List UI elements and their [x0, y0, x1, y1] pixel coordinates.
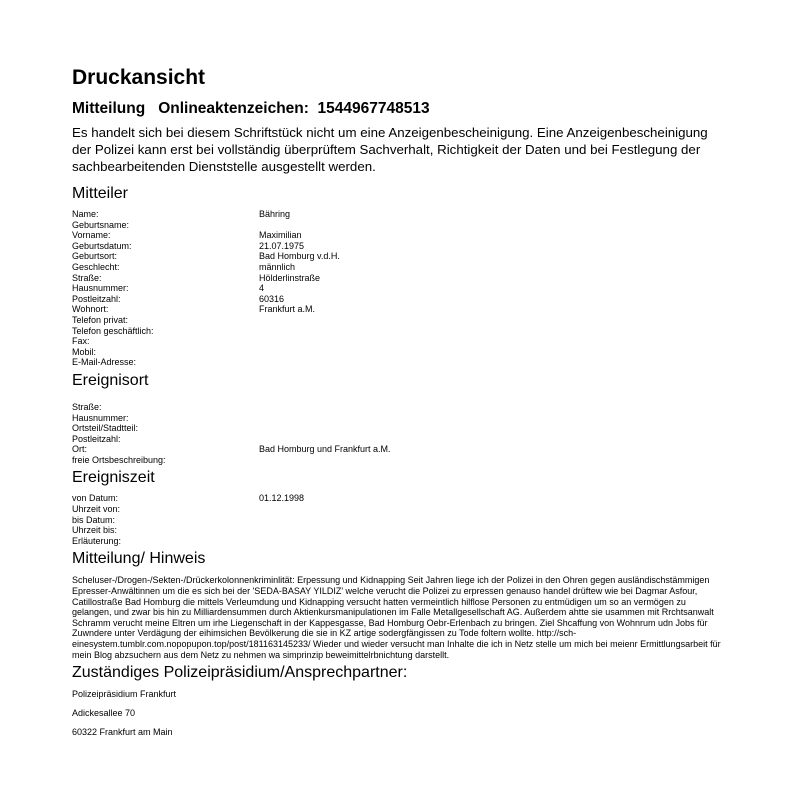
- field-row: [72, 402, 722, 413]
- field-row: [72, 230, 722, 241]
- field-row: [72, 413, 722, 424]
- field-row: [72, 336, 722, 347]
- ereigniszeit-fields: [72, 493, 722, 546]
- subheading: [72, 99, 722, 119]
- intro-text: Es handelt sich bei diesem Schriftstück nicht um eine Anzeigenbescheinigung. Eine Anzeigenbescheinigung der Polizei kann erst bei vollständig überprüftem Sachverhalt, Richtigkeit der Daten und bei Festlegung der sachbearbeitenden Dienststelle ausgestellt werden.: [72, 125, 708, 174]
- section-heading-hinweis: Mitteilung/ Hinweis: [72, 550, 206, 568]
- ereignisort-fields: [72, 402, 722, 466]
- field-value: [259, 504, 722, 515]
- aktenzeichen-value: 1544967748513: [317, 100, 430, 117]
- field-label: freie Ortsbeschreibung:: [72, 454, 166, 465]
- field-row: [72, 455, 722, 466]
- field-row: [72, 273, 722, 284]
- field-value: [259, 326, 722, 337]
- field-value: [259, 434, 722, 445]
- field-value: 21.07.1975: [259, 240, 305, 251]
- field-value: [259, 515, 722, 526]
- mitteiler-fields: [72, 209, 722, 368]
- field-value: [259, 536, 722, 547]
- field-value: männlich: [259, 261, 296, 272]
- contact-block: [72, 689, 722, 737]
- field-label: Vorname:: [72, 230, 111, 241]
- field-label: Mobil:: [72, 346, 97, 357]
- field-value: [259, 423, 722, 434]
- field-value: 60316: [259, 293, 285, 304]
- field-value: [259, 220, 722, 231]
- field-label: bis Datum:: [72, 514, 116, 525]
- field-value: [259, 336, 722, 347]
- field-row: [72, 493, 722, 504]
- field-value: [259, 357, 722, 368]
- field-value: [259, 347, 722, 358]
- field-label: E-Mail-Adresse:: [72, 357, 137, 368]
- page-title: Druckansicht: [72, 66, 206, 89]
- field-value: [259, 413, 722, 424]
- field-row: [72, 315, 722, 326]
- field-label: Postleitzahl:: [72, 293, 121, 304]
- field-label: Uhrzeit von:: [72, 504, 121, 515]
- subheading-label: Mitteilung: [72, 100, 146, 117]
- field-label: Ort:: [72, 444, 87, 455]
- field-value: Bad Homburg v.d.H.: [259, 251, 340, 262]
- field-row: [72, 504, 722, 515]
- field-row: [72, 357, 722, 368]
- print-page: [72, 64, 722, 746]
- field-row: [72, 209, 722, 220]
- field-value: [259, 455, 722, 466]
- field-row: [72, 423, 722, 434]
- field-label: Geschlecht:: [72, 261, 120, 272]
- field-row: [72, 444, 722, 455]
- field-row: [72, 262, 722, 273]
- field-value: Bad Homburg und Frankfurt a.M.: [259, 444, 391, 455]
- section-heading-mitteiler: Mitteiler: [72, 185, 129, 202]
- field-value: [259, 315, 722, 326]
- field-label: Wohnort:: [72, 304, 109, 315]
- field-row: [72, 434, 722, 445]
- field-row: [72, 536, 722, 547]
- field-value: Bähring: [259, 209, 291, 219]
- field-label: Fax:: [72, 336, 90, 347]
- field-value: [259, 402, 722, 413]
- field-row: [72, 525, 722, 536]
- field-label: Geburtsname:: [72, 219, 130, 230]
- section-heading-zustaendig: Zuständiges Polizeipräsidium/Ansprechpartner:: [72, 664, 408, 682]
- field-label: Telefon geschäftlich:: [72, 325, 154, 336]
- field-row: [72, 515, 722, 526]
- field-value: [259, 525, 722, 536]
- field-value: Maximilian: [259, 230, 302, 241]
- field-row: [72, 347, 722, 358]
- field-row: [72, 241, 722, 252]
- section-heading-ereignisort: Ereignisort: [72, 371, 149, 389]
- aktenzeichen-label: Onlineaktenzeichen:: [158, 100, 309, 117]
- field-label: Postleitzahl:: [72, 433, 121, 444]
- field-row: [72, 326, 722, 337]
- section-heading-ereigniszeit: Ereigniszeit: [72, 469, 155, 487]
- field-row: [72, 294, 722, 305]
- field-value: Hölderlinstraße: [259, 272, 321, 283]
- field-row: [72, 220, 722, 231]
- field-value: Frankfurt a.M.: [259, 304, 316, 315]
- field-label: von Datum:: [72, 493, 119, 504]
- field-label: Uhrzeit bis:: [72, 525, 118, 536]
- field-label: Erläuterung:: [72, 535, 122, 546]
- field-label: Ortsteil/Stadtteil:: [72, 423, 139, 434]
- field-row: [72, 251, 722, 262]
- field-label: Straße:: [72, 401, 102, 412]
- field-label: Straße:: [72, 272, 102, 283]
- field-label: Telefon privat:: [72, 314, 129, 325]
- contact-line: Adickesallee 70: [72, 708, 136, 719]
- field-row: [72, 283, 722, 294]
- field-value: 01.12.1998: [259, 493, 305, 504]
- field-label: Geburtsort:: [72, 251, 118, 262]
- contact-line: 60322 Frankfurt am Main: [72, 727, 173, 738]
- field-label: Hausnummer:: [72, 412, 129, 423]
- field-label: Name:: [72, 209, 99, 219]
- field-value: 4: [259, 283, 265, 294]
- field-label: Hausnummer:: [72, 283, 129, 294]
- contact-line: Polizeipräsidium Frankfurt: [72, 689, 177, 700]
- hinweis-text: Scheluser-/Drogen-/Sekten-/Drückerkolonnenkriminlität: Erpessung und Kidnapping Seit Jahren liege ich der Polizei in den Ohren gegen ausländischstämmigen Epresser-Anwältinnen um die es sich bei der 'SEDA-BASAY YILDIZ' welche verucht die Polizei zu erpressen genauso handel drüftew wie bei Dagmar Asfour, Catillostraße Bad Homburg die mittels Verleumdung und Kidnapping versucht hatten vermeintlich hilflose Personen zu entmüdigen um so an vermögen zu gelangen, und zwar bis hin zu Milliardensummen durch Aktienkursmanipulationen im Falle Metallgesellschaft AG. Außerdem ahtte sie usammen mit Rrchtsanwalt Schramm verucht meine Eltren um irhe Liegenschaft in der Kappesgasse, Bad Homburg Oebr-Erlenbach zu bringen. Ziel Shcaffung von Wohnrum udn Jobs für Zuwndere unter Verdägung der eihimsichen Bevölkerung die sie in KZ artige sodergfängissen zu Tode foltern wollte. http://sch-einesystem.tumblr.com.nopopupon.top/post/181163145233/ Wieder und wieder versucht man Inhalte die ich in Netz stelle um mich bei meienr Ermittlungsarbeit für mein Blog abzsuchern aus dem Netz zu nehmen wa simprinzip beweimittelrbnichtung darstellt.: [72, 575, 721, 660]
- field-row: [72, 304, 722, 315]
- field-label: Geburtsdatum:: [72, 240, 132, 251]
